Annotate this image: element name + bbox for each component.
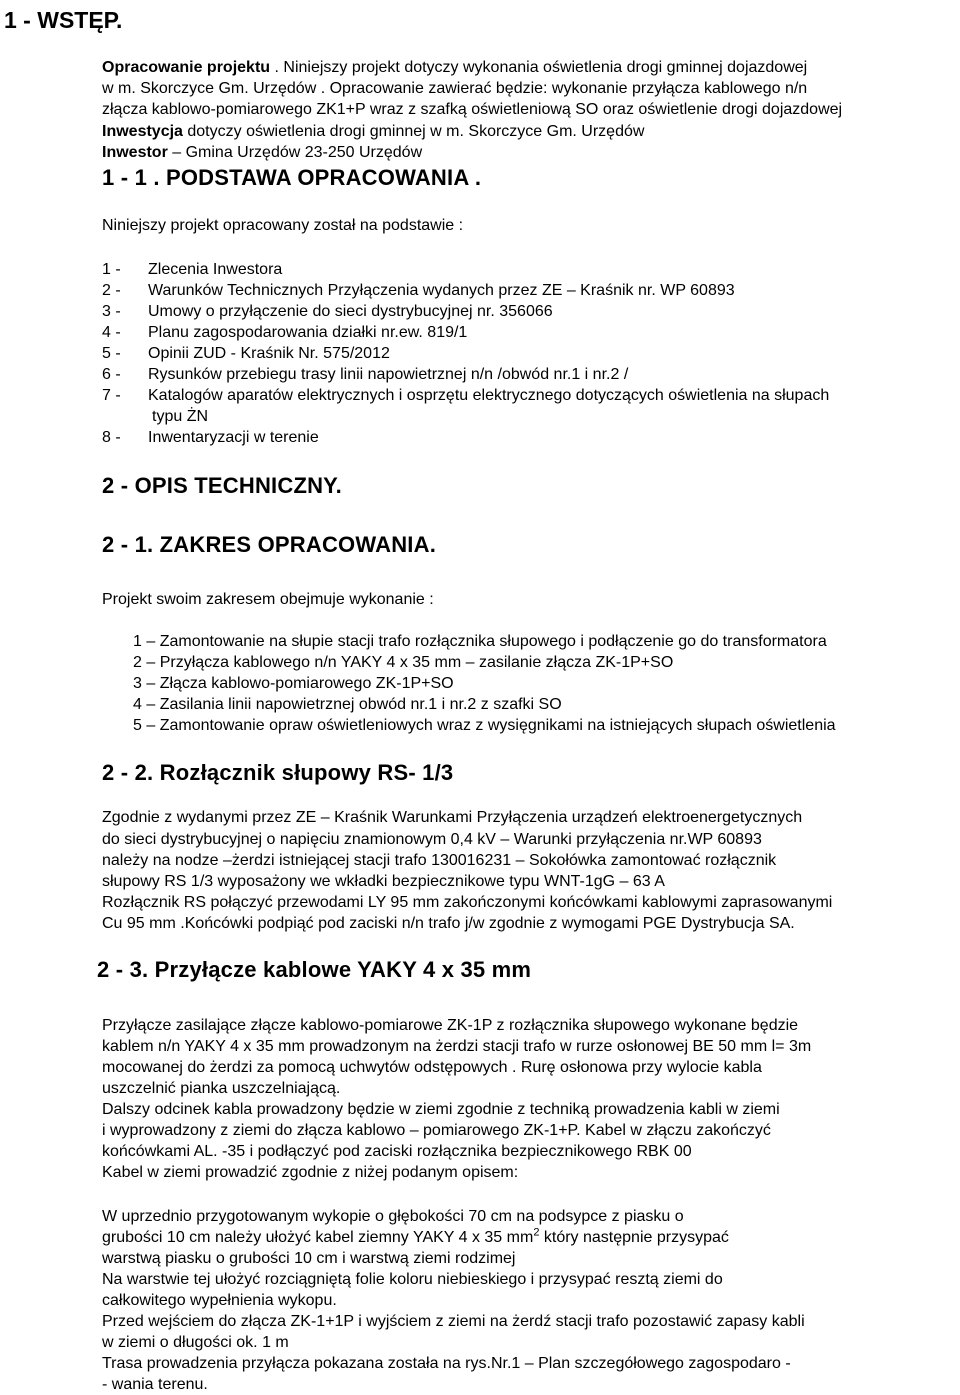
podstawa-item [102, 386, 829, 406]
wykop-line: - wania terenu. [102, 1376, 208, 1393]
item-number: 1 - [102, 261, 121, 278]
item-text: Umowy o przyłączenie do sieci dystrybucyjnej nr. 356066 [148, 303, 553, 320]
wykop-line: Trasa prowadzenia przyłącza pokazana została na rys.Nr.1 – Plan szczegółowego zagospodaro - [102, 1355, 791, 1372]
przylacze-line: końcówkami AL. -35 i podłączyć pod zaciski rozłącznika bezpiecznikowego RBK 00 [102, 1143, 692, 1160]
wykop-line: warstwą piasku o grubości 10 cm i warstwą ziemi rodzimej [102, 1250, 516, 1267]
intro-line-5 [102, 143, 422, 163]
item-number: 2 - [102, 282, 121, 299]
wykop-line: W uprzednio przygotowanym wykopie o głębokości 70 cm na podsypce z piasku o [102, 1208, 684, 1225]
przylacze-line: Dalszy odcinek kabla prowadzony będzie w ziemi zgodnie z techniką prowadzenia kabli w ziemi [102, 1101, 780, 1118]
rozlacznik-line: należy na nodze –żerdzi istniejącej stacji trafo 130016231 – Sokołówka zamontować rozłącznik [102, 852, 777, 869]
rozlacznik-line: Rozłącznik RS połączyć przewodami LY 95 mm zakończonymi końcówkami kablowymi zaprasowanymi [102, 894, 833, 911]
heading-rozlacznik: 2 - 2. Rozłącznik słupowy RS- 1/3 [102, 760, 454, 785]
intro-text: . Niniejszy projekt dotyczy wykonania oświetlenia drogi gminnej dojazdowej [270, 59, 808, 76]
investor-text: – Gmina Urzędów 23-250 Urzędów [167, 144, 423, 161]
investment-text: dotyczy oświetlenia drogi gminnej w m. Skorczyce Gm. Urzędów [182, 123, 645, 140]
podstawa-item [102, 302, 553, 322]
item-number: 8 - [102, 429, 121, 446]
rozlacznik-line: słupowy RS 1/3 wyposażony we wkładki bezpiecznikowe typu WNT-1gG – 63 A [102, 873, 665, 890]
item-number: 7 - [102, 387, 121, 404]
zakres-item: 5 – Zamontowanie opraw oświetleniowych wraz z wysięgnikami na istniejących słupach oświetlenia [133, 717, 836, 734]
przylacze-line: Przyłącze zasilające złącze kablowo-pomiarowe ZK-1P z rozłącznika słupowego wykonane będzie [102, 1017, 799, 1034]
przylacze-line: i wyprowadzony z ziemi do złącza kablowo – pomiarowego ZK-1+P. Kabel w złączu zakończyć [102, 1122, 771, 1139]
heading-wstep: 1 - WSTĘP. [4, 7, 123, 33]
wykop-line: Przed wejściem do złącza ZK-1+1P i wyjściem z ziemi na żerdź stacji trafo pozostawić zapasy kabli [102, 1313, 805, 1330]
wykop-line: w ziemi o długości ok. 1 m [102, 1334, 289, 1351]
item-text: Warunków Technicznych Przyłączenia wydanych przez ZE – Kraśnik nr. WP 60893 [148, 282, 735, 299]
intro-line-3: złącza kablowo-pomiarowego ZK1+P wraz z szafką oświetleniową SO oraz oświetlenie drogi dojazdowej [102, 101, 843, 118]
podstawa-item [102, 365, 628, 385]
item-text: Opinii ZUD - Kraśnik Nr. 575/2012 [148, 345, 390, 362]
zakres-item: 2 – Przyłącza kablowego n/n YAKY 4 x 35 mm – zasilanie złącza ZK-1P+SO [133, 654, 674, 671]
podstawa-item [102, 323, 467, 343]
item-text: Planu zagospodarowania działki nr.ew. 819/1 [148, 324, 468, 341]
item-number: 3 - [102, 303, 121, 320]
item-text: Zlecenia Inwestora [148, 261, 283, 278]
zakres-lead: Projekt swoim zakresem obejmuje wykonanie : [102, 591, 434, 608]
zakres-item: 4 – Zasilania linii napowietrznej obwód nr.1 i nr.2 z szafki SO [133, 696, 562, 713]
podstawa-item [102, 260, 282, 280]
wykop-text: który następnie przysypać [539, 1229, 729, 1246]
podstawa-item-continuation: typu ŻN [152, 408, 209, 425]
item-text: Katalogów aparatów elektrycznych i osprzętu elektrycznego dotyczących oświetlenia na słupach [148, 387, 830, 404]
heading-podstawa: 1 - 1 . PODSTAWA OPRACOWANIA . [102, 165, 482, 190]
zakres-item: 1 – Zamontowanie na słupie stacji trafo rozłącznika słupowego i podłączenie go do transformatora [133, 633, 827, 650]
przylacze-line: mocowanej do żerdzi za pomocą uchwytów odstępowych . Rurę osłonowa przy wylocie kabla [102, 1059, 762, 1076]
wykop-line: Na warstwie tej ułożyć rozciągniętą folie koloru niebieskiego i przysypać resztą ziemi do [102, 1271, 723, 1288]
intro-line-4 [102, 122, 644, 142]
podstawa-item [102, 344, 390, 364]
item-number: 4 - [102, 324, 121, 341]
wykop-line [102, 1228, 729, 1248]
investment-label: Inwestycja [102, 123, 183, 140]
item-number: 5 - [102, 345, 121, 362]
intro-line-2: w m. Skorczyce Gm. Urzędów . Opracowanie zawierać będzie: wykonanie przyłącza kablowego n/n [102, 80, 808, 97]
heading-przylacze: 2 - 3. Przyłącze kablowe YAKY 4 x 35 mm [97, 957, 532, 982]
wykop-line: całkowitego wypełnienia wykopu. [102, 1292, 337, 1309]
item-text: Inwentaryzacji w terenie [148, 429, 319, 446]
przylacze-line: uszczelnić pianka uszczelniającą. [102, 1080, 341, 1097]
investor-label: Inwestor [102, 144, 168, 161]
podstawa-item [102, 428, 319, 448]
intro-bold-label: Opracowanie projektu [102, 59, 271, 76]
zakres-item: 3 – Złącza kablowo-pomiarowego ZK-1P+SO [133, 675, 454, 692]
przylacze-line: kablem n/n YAKY 4 x 35 mm prowadzonym na żerdzi stacji trafo w rurze osłonowej BE 50 mm l= 3m [102, 1038, 812, 1055]
rozlacznik-line: Cu 95 mm .Końcówki podpiąć pod zaciski n/n trafo j/w zgodnie z wymogami PGE Dystrybucja SA. [102, 915, 795, 932]
heading-opis-techniczny: 2 - OPIS TECHNICZNY. [102, 473, 342, 498]
rozlacznik-line: do sieci dystrybucyjnej o napięciu znamionowym 0,4 kV – Warunki przyłączenia nr.WP 60893 [102, 831, 762, 848]
przylacze-line: Kabel w ziemi prowadzić zgodnie z niżej podanym opisem: [102, 1164, 519, 1181]
item-number: 6 - [102, 366, 121, 383]
podstawa-lead: Niniejszy projekt opracowany został na podstawie : [102, 217, 464, 234]
wykop-text: grubości 10 cm należy ułożyć kabel ziemny YAKY 4 x 35 mm [102, 1229, 534, 1246]
heading-zakres: 2 - 1. ZAKRES OPRACOWANIA. [102, 532, 437, 557]
podstawa-item [102, 281, 735, 301]
rozlacznik-line: Zgodnie z wydanymi przez ZE – Kraśnik Warunkami Przyłączenia urządzeń elektroenergetycznych [102, 809, 803, 826]
superscript: 2 [533, 1226, 540, 1239]
item-text: Rysunków przebiegu trasy linii napowietrznej n/n /obwód nr.1 i nr.2 / [148, 366, 629, 383]
intro-line-1 [102, 58, 807, 78]
